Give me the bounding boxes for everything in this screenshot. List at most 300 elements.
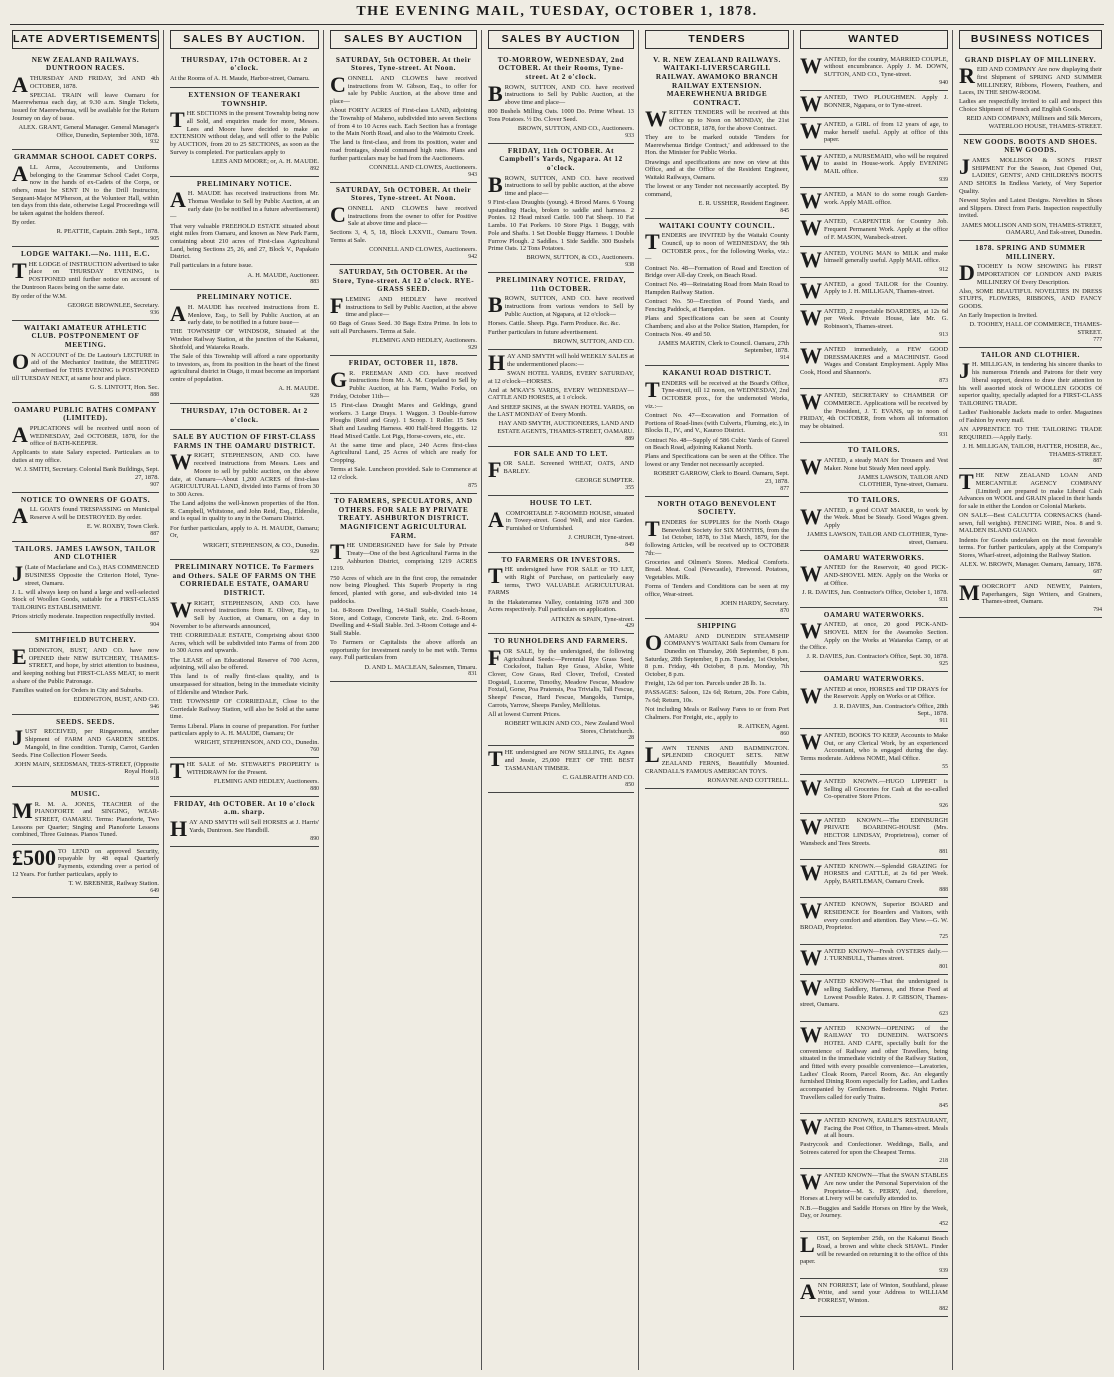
ad-paragraph: Contract No. 50—Erection of Pound Yards, and Fencing Paddock, at Hampden. <box>645 298 789 313</box>
advertisement <box>800 729 948 775</box>
ad-number: 940 <box>939 80 948 87</box>
ad-paragraph: BROWN, SUTTON, AND CO. have received instructions to sell by public auction, at the above time and place— <box>488 171 634 197</box>
advertisement <box>959 241 1102 348</box>
advertisement <box>800 493 948 551</box>
drop-cap: J <box>12 725 23 751</box>
drop-cap: A <box>12 421 28 447</box>
ad-paragraph: Ladies' Fashionable Jackets made to order. Magazines of Fashion by every mail. <box>959 409 1102 424</box>
advertisement <box>800 1114 948 1169</box>
advertisement <box>959 580 1102 619</box>
ad-paragraph: JAMES MOLLISON & SON'S FIRST SHIPMENT For the Season, Just Opened Out, LADIES', GENTS', AND CHILDREN'S BOOTS AND SHOES In Endless Variety, of Very Superior Quality. <box>959 154 1102 195</box>
ad-number: 892 <box>310 165 319 172</box>
advertisement <box>800 551 948 608</box>
drop-cap: R <box>959 63 975 89</box>
ad-number: 939 <box>939 1267 948 1274</box>
ad-paragraph: 800 Bushels Milling Oats. 1000 Do. Prime Wheat. 13 Tons Potatoes. ½ Do. Clover Seed. <box>488 108 634 123</box>
ad-paragraph: THE UNDERSIGNED have for Sale by Private Treaty—One of the best Agricultural Farms in the Ashburton District, comprising 1219 ACRES 1219. <box>330 539 477 573</box>
ad-signature: BROWN, SUTTON, & CO., Auctioneers. <box>526 254 634 262</box>
ad-paragraph: THE TOWNSHIP OF WINDSOR, Situated at the Windsor Railway Station, at the junction of the Kakanui, Shotfold, and Waiareka Roads. <box>170 328 319 351</box>
ad-number: 849 <box>625 541 634 548</box>
ad-title: SATURDAY, 5th OCTOBER. At the Store, Tyne-street. At 12 o'clock. RYE-GRASS SEED. <box>332 267 475 294</box>
advertisement <box>800 1232 948 1278</box>
ad-title: GRAND DISPLAY OF MILLINERY. <box>964 55 1097 64</box>
ad-number: 831 <box>468 671 477 678</box>
ad-paragraph: Pastrycook and Confectioner. Weddings, Balls, and Soirees catered for upon the Cheapest Terms. <box>800 1141 948 1157</box>
advertisement <box>170 88 319 177</box>
column-heading: SALES BY AUCTION <box>330 30 477 49</box>
drop-cap: £500 <box>12 844 56 870</box>
ad-paragraph: Newest Styles and Latest Designs. Novelties in Shoes and Slippers. Direct from Paris. Inspection respectfully invited. <box>959 196 1102 220</box>
ad-paragraph: THE CORRIEDALE ESTATE, Comprising about 6300 Acres, which will be subdivided into Farms of from 200 to 300 Acres and upwards. <box>170 632 319 655</box>
ad-paragraph: A H. MAUDE has received instructions from E. Menlove, Esq., to Sell by Public Auction, at an early date, to be notified in a future issue— <box>170 300 319 327</box>
ad-paragraph: 15 First-class Draught Mares and Geldings, grand workers. 3 Large Drays. 1 Waggon. 3 Double-furrow Ploughs (Reid and Gray). 1 Scoop. 1 Roller. 15 Sets Shaft and Leading Harness. 400 Half-bred Hoggetts. 12 Head Mixed Cattle. Lot Pigs, Horse-covers, etc., etc. <box>330 401 477 440</box>
advertisement <box>12 150 159 247</box>
ad-signature: JOHN MAIN, SEEDSMAN, TEES-STREET, (Opposite Royal Hotel). <box>14 760 159 776</box>
ad-paragraph: Ladies are respectfully invited to call and inspect this Choice Shipment of French and English Goods. <box>959 98 1102 114</box>
advertisement <box>330 53 477 183</box>
ad-paragraph: HAY AND SMYTH will Sell HORSES at J. Harris' Yards, Duntroon. See Handbill. <box>170 815 319 841</box>
drop-cap: W <box>800 389 822 415</box>
ad-paragraph: WANTED KNOWN—That the SWAN STABLES Are now under the Personal Supervision of the Proprietor—M. S. PERRY, And, therefore, Horses at Livery will be carefully attended to. <box>800 1169 948 1203</box>
ad-title: WAITAKI COUNTY COUNCIL. <box>658 221 776 230</box>
drop-cap: A <box>170 187 186 213</box>
ad-title: GRAMMAR SCHOOL CADET CORPS. <box>13 153 158 162</box>
ad-number: 905 <box>150 236 159 243</box>
drop-cap: W <box>800 343 822 369</box>
advertisement <box>488 634 634 746</box>
advertisement <box>488 553 634 634</box>
advertisement <box>488 144 634 273</box>
advertisement <box>645 619 789 742</box>
ad-paragraph: In the Hakateramea Valley, containing 1678 and 300 Acres respectively. Full particulars on application. <box>488 598 634 614</box>
ad-title: SHIPPING <box>697 621 737 630</box>
drop-cap: M <box>959 579 980 605</box>
ad-paragraph: Contract No. 49—Reinstating Road from Main Road to Hampden Railway Station. <box>645 281 789 297</box>
ad-signature: J. R. DAVIES, Jun. Contractor's Office, Sept. 30, 1878. <box>806 653 948 661</box>
ad-number: 218 <box>939 1158 948 1165</box>
ad-paragraph: WANTED, CARPENTER for Country Job. Frequent Permanent Work. Apply at the office of F. MASON, Wansbeck-street. <box>800 215 948 241</box>
drop-cap: W <box>800 859 822 885</box>
drop-cap: W <box>800 277 822 303</box>
column-4 <box>484 30 639 1370</box>
ad-paragraph: THE SECTIONS in the present Township being now all Sold, and enquiries made for more, Messrs. Lees and Moore have decided to make an EXTENSION without delay, and will offer to the Public by AUCTION, from 20 to 25 SECTIONS, as soon as the Survey is completed. For particulars apply to <box>170 107 319 156</box>
drop-cap: O <box>645 629 663 655</box>
ad-title: FRIDAY, 11th OCTOBER. At Campbell's Yards, Ngapara. At 12 o'clock. <box>499 146 623 172</box>
drop-cap: W <box>800 149 822 175</box>
advertisement <box>330 494 477 682</box>
ad-number: 925 <box>939 661 948 668</box>
drop-cap: G <box>330 366 348 392</box>
ad-signature: E. W. ROXBY, Town Clerk. <box>86 523 159 531</box>
ad-paragraph: ANN FORREST, late of Winton, Southland, please Write, and send your Address to WILLIAM FORREST, Winton. <box>800 1278 948 1304</box>
advertisement <box>170 430 319 560</box>
advertisement <box>800 53 948 92</box>
advertisement <box>800 118 948 150</box>
drop-cap: T <box>12 257 27 283</box>
advertisement <box>800 443 948 493</box>
ad-number: 942 <box>468 253 477 260</box>
drop-cap: J <box>12 561 23 587</box>
ad-title: TO FARMERS, SPECULATORS, AND OTHERS. FOR SALE BY PRIVATE TREATY. ASHBURTON DISTRICT. MAGNIFICENT AGRICULTURAL FARM. <box>334 497 473 540</box>
drop-cap: A <box>800 1278 816 1304</box>
drop-cap: A <box>12 71 28 97</box>
ad-paragraph: TENDERS will be received at the Board's Office, Tyne-street, till 12 noon, on WEDNESDAY, 2nd OCTOBER prox., for the undernoted Works, viz.:— <box>645 376 789 410</box>
ad-paragraph: SWAN HOTEL YARDS, EVERY SATURDAY, at 12 o'clock—HORSES. <box>488 369 634 385</box>
ad-number: 911 <box>939 717 948 724</box>
drop-cap: W <box>800 118 822 144</box>
ad-paragraph: WANTED, a NURSEMAID, who will be required to assist in House-work. Apply EVENING MAIL office. <box>800 149 948 176</box>
ad-title: 1878. SPRING AND SUMMER MILLINERY. <box>975 243 1086 261</box>
ad-number: 887 <box>150 530 159 537</box>
ad-paragraph: Groceries and Oilmen's Stores. Medical Comforts. Bread. Meat. Coal (Newcastle), Firewood. Potatoes, Vegetables. Milk. <box>645 558 789 582</box>
masthead: THE EVENING MAIL, TUESDAY, OCTOBER 1, 1878. <box>356 4 758 19</box>
ad-paragraph: OAMARU AND DUNEDIN STEAMSHIP COMPANY'S WAITAKI Sails from Oamaru for Dunedin on Thursday, 26th September, 8 p.m. Saturday, 28th September, 8 p.m. Tuesday, 1st October, 8 p.m. Friday, 4th October, 8 p.m. Monday, 7th October, 8 p.m. <box>645 629 789 678</box>
ad-number: 845 <box>939 1102 948 1109</box>
ad-signature: G. S. LINTOTT, Hon. Sec. <box>89 384 159 391</box>
drop-cap: W <box>800 1021 822 1047</box>
ad-paragraph: WANTED KNOWN, Superior BOARD and RESIDENCE for Boarders and Visitors, with every comfort and attention. Bay View.—G. W. BROAD, Proprietor. <box>800 898 948 932</box>
ad-title: TAILORS. JAMES LAWSON, TAILOR AND CLOTHIER <box>14 544 157 562</box>
drop-cap: B <box>488 292 503 318</box>
ad-signature: REID AND COMPANY, Milliners and Silk Mercers, WATERLOO HOUSE, THAMES-STREET. <box>966 115 1102 131</box>
ad-signature: JAMES LAWSON, TAILOR AND CLOTHIER, Tyne-street, Oamaru. <box>858 473 948 489</box>
column-heading: LATE ADVERTISEMENTS <box>12 30 159 49</box>
ad-title: NEW ZEALAND RAILWAYS. DUNTROON RACES. <box>31 55 140 73</box>
ad-paragraph: ACOMFORTABLE 7-ROOMED HOUSE, situated in Towey-street. Good Well, and nice Garden. Furnished or Unfurnished. <box>488 506 634 532</box>
drop-cap: A <box>488 506 504 532</box>
ad-paragraph: THE SALE of Mr. STEWART'S PROPERTY is WITHDRAWN for the Present. <box>170 758 319 784</box>
ad-paragraph: And SHEEP SKINS, at the SWAN HOTEL YARDS, on the LAST MONDAY of Every Month. <box>488 403 634 419</box>
advertisement <box>800 945 948 976</box>
advertisement <box>800 860 948 899</box>
ad-title: OAMARU PUBLIC BATHS COMPANY (LIMITED). <box>14 405 157 423</box>
ad-paragraph: Terms at Sale. Luncheon provided. Sale to Commence at 12 o'clock. <box>330 466 477 482</box>
ad-paragraph: 60 Bags of Grass Seed. 30 Bags Extra Prime. In lots to suit all Purchasers. Terms at Sale. <box>330 320 477 336</box>
ad-paragraph: WANTED KNOWN—OPENING of the RAILWAY TO DUNEDIN. WATSON'S HOTEL AND CAFE, specially built for the convenience of Railway and other Travellers, being situated in the immediate vicinity of the Railway Station, and fitted with every possible convenience—Lavatories, Ladies' Cloak Room, Parcel Room, &c. An elegantly furnished Dining Room especially for Ladies, and Ladies accompanied by Gentlemen. Bedrooms. Night Porter. Travellers called for early Trains. <box>800 1021 948 1101</box>
drop-cap: W <box>800 944 822 970</box>
ad-number: 355 <box>625 484 634 491</box>
ad-paragraph: J (Late of Macfarlane and Co.), HAS COMMENCED BUSINESS Opposite the Criterion Hotel, Tyne-street, Oamaru. <box>12 561 159 587</box>
ad-title: FRIDAY, 4th OCTOBER. At 10 o'clock a.m. sharp. <box>173 799 316 817</box>
advertisement <box>645 53 789 219</box>
ad-paragraph: Terms Liberal. Plans in course of preparation. For further particulars apply to A. H. MAUDE, Oamaru; Or <box>170 722 319 738</box>
drop-cap: W <box>645 106 667 132</box>
drop-cap: T <box>645 376 660 402</box>
ad-paragraph: WANTED, 2 respectable BOARDERS, at 12s 6d per Week. Private House, late Mr. G. Robinson's, Thames-street. <box>800 304 948 330</box>
ad-paragraph: ON SALE—Best CALCUTTA CORNSACKS (hand-sewn, full weights). FENCING WIRE, Nos. 8 and 9. MALDEN ISLAND GUANO. <box>959 512 1102 535</box>
ad-paragraph: At the same time and place, 240 Acres first-class Agricultural Land, 25 Acres of which are ready for Cropping. <box>330 441 477 465</box>
drop-cap: H <box>488 349 506 375</box>
ad-title: SMITHFIELD BUTCHERY. <box>34 636 137 645</box>
ad-paragraph: FOR SALE. Screened WHEAT, OATS, AND BARLEY. <box>488 457 634 483</box>
ad-title: PRELIMINARY NOTICE. <box>196 179 293 188</box>
advertisement <box>488 350 634 447</box>
drop-cap: W <box>800 215 822 241</box>
ad-paragraph: WANTED KNOWN.—The EDINBURGH PRIVATE BOARDING-HOUSE (Mrs. HECTOR LINDSAY, Proprietress), corner of Wansbeck and Tees Streets. <box>800 813 948 847</box>
ad-signature: T. W. BREBNER, Railway Station. <box>68 879 159 887</box>
ad-title: PRELIMINARY NOTICE. FRIDAY, 11th OCTOBER. <box>495 276 627 293</box>
ad-signature: JOHN HARDY, Secretary. <box>720 600 789 608</box>
advertisement <box>800 1169 948 1232</box>
ad-paragraph: Freight, 12s 6d per ton. Parcels under 28 lb. 1s. <box>645 680 766 688</box>
advertisement <box>959 348 1102 469</box>
ad-title: MUSIC. <box>70 790 101 799</box>
ad-signature: BROWN, SUTTON, AND CO., Auctioneers. <box>517 124 634 132</box>
drop-cap: C <box>330 201 346 227</box>
drop-cap: T <box>959 469 974 495</box>
drop-cap: T <box>330 539 345 565</box>
ad-title: FOR SALE AND TO LET. <box>513 449 609 458</box>
ad-paragraph: Full particulars in a future issue. <box>170 262 253 270</box>
ad-number: 850 <box>625 781 634 788</box>
column-3 <box>326 30 482 1370</box>
ad-paragraph: WANTED, YOUNG MAN to MILK and make himself generally useful. Apply MAIL office. <box>800 246 948 272</box>
ad-paragraph: Forms of Tenders and Conditions can be seen at my office, Wear-street. <box>645 583 789 599</box>
ad-paragraph: By order of the W.M. <box>12 293 67 300</box>
ad-number: 801 <box>939 964 948 971</box>
column-2 <box>166 30 324 1370</box>
ad-paragraph: FOR SALE, by the undersigned, the following Agricultural Seeds:—Perennial Rye Grass Seed, Cocksfoot, Italian Rye Grass, Alsike, White Clover, Cow Grass, Red Clover, Trefoil, Crested Dogstail, Lucerne, Timothy, Meadow Fescue, Meadow Foxtail, Gorse, Poa Pratensis, Poa Trivialis, Tall Fescue, Sheeps' Fescue, Hard Fescue, Mangolds, Turnips, Carrots, Yarrow, Sheeps Parsley, Mellilotus. <box>488 644 634 709</box>
ad-number: 881 <box>939 848 948 855</box>
ad-title: V. R. NEW ZEALAND RAILWAYS. WAITAKI-LIVERSCARGILL RAILWAY. AWAMOKO BRANCH RAILWAY EXTENSION. MAEREWHENUA BRIDGE CONTRACT. <box>653 55 781 107</box>
ad-signature: CONNELL AND CLOWES, Auctioneers. <box>369 163 477 171</box>
ad-paragraph: LAWN TENNIS AND BADMINGTON. SPLENDID CROQUET SETS. NEW ZEALAND FERNS, Beautifully Mounted. CRANDALL'S FAMOUS AMERICAN TOYS. <box>645 741 789 775</box>
ad-paragraph: And at M'KAY'S YARDS, EVERY WEDNESDAY—CATTLE AND HORSES, at 1 o'clock. <box>488 386 634 402</box>
ad-paragraph: ALL GOATS found TRESPASSING on Municipal Reserve A will be DESTROYED. By order. <box>12 503 159 529</box>
ad-paragraph: TENDERS are INVITED by the Waitaki County Council, up to noon of WEDNESDAY, the 9th OCTOBER prox., for the following Works, viz.:— <box>645 229 789 263</box>
ad-number: 860 <box>780 730 789 737</box>
ad-number: 883 <box>310 279 319 286</box>
ad-paragraph: Also, SOME BEAUTIFUL NOVELTIES IN DRESS STUFFS, FLOWERS, RIBBONS, AND FANCY GOODS. <box>959 287 1102 311</box>
advertisement <box>800 247 948 278</box>
advertisement <box>959 469 1102 580</box>
advertisement <box>12 715 159 787</box>
ad-title: OAMARU WATERWORKS. <box>823 553 925 562</box>
ad-paragraph: The Land adjoins the well-known properties of the Hon. R. Campbell, Whitstone, and John Reid, Esq., Elderslie, and is equal in quality to any in the Oamaru District. <box>170 500 319 523</box>
drop-cap: M <box>12 797 33 823</box>
advertisement <box>170 797 319 847</box>
drop-cap: T <box>645 515 660 541</box>
ad-number: 914 <box>780 355 789 362</box>
ad-title: TO FARMERS OR INVESTORS. <box>501 555 621 564</box>
ad-paragraph: WANTED, at once, 20 good PICK-AND-SHOVEL MEN for the Awamoko Section. Apply on the Works at Waiareka Camp, or at the Office. <box>800 618 948 652</box>
ad-paragraph: SPECIAL TRAIN will leave Oamaru for Maerewhenua each day, at 9.30 a.m. Single Tickets, issued for Maerewhenua, will be available for the Return Journey on day of issue. <box>12 91 159 122</box>
ad-title: PRELIMINARY NOTICE. <box>196 293 293 302</box>
ad-paragraph: At the Rooms of A. H. Maude, Harbor-street, Oamaru. <box>170 74 310 82</box>
advertisement <box>800 975 948 1021</box>
ad-number: 429 <box>625 623 634 630</box>
ad-signature: C. GALBRAITH AND CO. <box>562 773 634 781</box>
advertisement <box>12 403 159 493</box>
ad-paragraph: WANTED, a MAN to do some rough Garden-work. Apply MAIL office. <box>800 188 948 214</box>
ad-paragraph: CONNELL AND CLOWES have received instructions from W. Gibson, Esq., to offer for sale by Public Auction, at the above time and place— <box>330 71 477 105</box>
ad-signature: R. PEATTIE, Captain. 28th Sept., 1878. <box>56 228 159 236</box>
drop-cap: W <box>800 561 822 587</box>
ad-number: 907 <box>150 481 159 488</box>
ad-title: NEW GOODS. BOOTS AND SHOES. NEW GOODS. <box>963 137 1098 155</box>
advertisement <box>330 356 477 494</box>
ad-paragraph: 9 First-class Draughts (young). 4 Brood Mares. 6 Young upstanding Hacks, broken to saddle and harness. 2 Ponies. 12 Head mixed Cattle. 100 Fat Sheep. 10 Fat Lambs. 10 Fat Porkers. 10 Store Pigs. 1 Buggy, with Pole and Shafts. 1 Set Double Buggy Harness. 1 Double Furrow Plough. 2 Saddles. 1 Side Saddle. 300 Bushels Prime Oats. 12 Tons Potatoes. <box>488 199 634 253</box>
advertisement <box>12 542 159 634</box>
ad-paragraph: THE undersigned have FOR SALE or TO LET, with Right of Purchase, on particularly easy terms, TWO VALUABLE AGRICULTURAL FARMS <box>488 563 634 597</box>
advertisement <box>170 560 319 758</box>
ad-paragraph: LOST, on September 25th, on the Kakanui Beach Road, a brown and white check SHAWL. Finder will be rewarded on returning it to the office of this paper. <box>800 1232 948 1266</box>
ad-title: SATURDAY, 5th OCTOBER. At their Stores, Tyne-street. At Noon. <box>335 55 472 73</box>
advertisement <box>12 53 159 151</box>
ad-signature: J. CHURCH, Tyne-street. <box>568 534 634 542</box>
ad-signature: A. H. MAUDE. <box>278 385 319 393</box>
advertisement <box>488 273 634 350</box>
column-1 <box>8 30 164 1370</box>
ad-paragraph: 1st. 8-Room Dwelling, 14-Stall Stable, Coach-house, Store, and Cottage, Concrete Tank, etc. 2nd. 6-Room Dwelling and 4-Stall Stable. 3rd. 3-Room Cottage and 4-Stall Stable. <box>330 606 477 637</box>
drop-cap: E <box>12 644 27 670</box>
ad-signature: WRIGHT, STEPHENSON, AND CO., Dunedin. <box>194 739 319 747</box>
advertisement <box>170 290 319 404</box>
drop-cap: T <box>170 107 185 133</box>
advertisement <box>800 389 948 443</box>
ad-paragraph: J. L. will always keep on hand a large and well-selected Stock of Woollen Goods, suitable for a FIRST-CLASS TAILORING ESTABLISHMENT. <box>12 588 159 612</box>
ad-paragraph: That very valuable FREEHOLD ESTATE situated about eight miles from Oamaru, and known as New Park Farm, containing about 210 acres of First-class Agricultural Land, being Sections 25, 26, and 27, Block V., Papakaio District. <box>170 222 319 261</box>
ad-paragraph: Contract No. 47—Excavation and Formation of Portions of Road-lines (with Culverts, Fluming, etc.), in Blocks II., IV., and V., Kauroo District. <box>645 411 789 435</box>
advertisement <box>800 91 948 118</box>
ad-title: SEEDS. SEEDS. <box>56 717 115 726</box>
drop-cap: L <box>800 1232 815 1258</box>
ad-number: 926 <box>939 802 948 809</box>
drop-cap: W <box>800 813 822 839</box>
ad-number: 880 <box>310 785 319 792</box>
ad-signature: JAMES MOLLISON AND SON, THAMES-STREET, OAMARU, And Esk-street, Dunedin. <box>961 221 1102 237</box>
drop-cap: L <box>645 741 660 767</box>
ad-paragraph: To Farmers or Capitalists the above affords an opportunity for investment rarely to be met with. Terms easy. Full particulars from <box>330 639 477 662</box>
ad-paragraph: WANTED, for the country, MARRIED COUPLE, without encumbrance. Apply J. M. DOWN, SUTTON, AND CO., Tyne-street. <box>800 52 948 78</box>
ad-paragraph: THE LODGE of INSTRUCTION advertised to take place on THURSDAY EVENING, is POSTPONED until further notice on account of the Duntroon Races being on the same date. <box>12 257 159 291</box>
ad-title: SALE BY AUCTION OF FIRST-CLASS FARMS IN THE OAMARU DISTRICT. <box>172 433 316 450</box>
advertisement <box>645 366 789 497</box>
ad-number: 943 <box>468 171 477 178</box>
drop-cap: C <box>330 71 346 97</box>
drop-cap: A <box>12 160 28 186</box>
ad-paragraph: HAY AND SMYTH will hold WEEKLY SALES at the undermentioned places:— <box>488 349 634 375</box>
column-6 <box>796 30 953 1370</box>
ad-signature: D. AND L. MACLEAN, Salesmen, Timaru. <box>364 663 477 671</box>
ad-number: 939 <box>939 177 948 184</box>
advertisement <box>959 53 1102 135</box>
ad-number: 888 <box>939 887 948 894</box>
advertisement <box>645 219 789 366</box>
drop-cap: W <box>800 52 822 78</box>
ad-signature: AITKEN & SPAIN, Tyne-street. <box>550 615 634 623</box>
advertisement <box>170 53 319 88</box>
ad-signature: A. H. MAUDE, Auctioneer. <box>247 271 319 279</box>
ad-title: TO-MORROW, WEDNESDAY, 2nd OCTOBER. At their Rooms, Tyne-street. At 2 o'clock. <box>497 55 625 81</box>
advertisement <box>800 1022 948 1114</box>
advertisement <box>959 135 1102 241</box>
ad-title: NOTICE TO OWNERS OF GOATS. <box>20 495 151 504</box>
drop-cap: W <box>800 775 822 801</box>
ad-paragraph: WANTED immediately, a FEW GOOD DRESSMAKERS and a MACHINIST. Good Wages and Constant Employment. Apply Miss Cook, Hood and Shannon's. <box>800 343 948 377</box>
advertisement <box>12 321 159 403</box>
drop-cap: W <box>800 728 822 754</box>
ad-signature: ALEX. W. BROWN, Manager. Oamaru, January, 1878. <box>959 561 1102 569</box>
ad-title: SATURDAY, 5th OCTOBER. At their Stores, Tyne-street. At Noon. <box>335 185 472 203</box>
ad-paragraph: Contract No. 48—Supply of 586 Cubic Yards of Gravel on Beach Road, adjoining Kakanui North. <box>645 436 789 452</box>
ad-number: 687 <box>1093 568 1102 575</box>
drop-cap: W <box>800 453 822 479</box>
advertisement <box>12 633 159 714</box>
ad-signature: EDDINGTON, BUST, AND CO. <box>73 696 159 704</box>
ad-paragraph: Prices strictly moderate. Inspection respectfully invited. <box>12 613 155 621</box>
ad-paragraph: CONNELL AND CLOWES have received instructions from the owner to offer for Positive Sale at above time and place— <box>330 201 477 228</box>
ad-paragraph: Sections 3, 4, 5, 18, Block LXXVII., Oamaru Town. Terms at Sale. <box>330 229 477 245</box>
drop-cap: F <box>488 457 502 483</box>
ad-signature: GEORGE BROWNLEE, Secretary. <box>67 302 159 310</box>
ad-paragraph: BROWN, SUTTON, AND CO. have received instructions to Sell by Public Auction, at the above time and place— <box>488 80 634 106</box>
advertisement <box>800 1279 948 1318</box>
column-heading: SALES BY AUCTION. <box>170 30 319 49</box>
advertisement <box>800 215 948 247</box>
ad-title: LODGE WAITAKI.—No. 1111, E.C. <box>21 250 150 259</box>
advertisement <box>488 746 634 792</box>
ad-title: NORTH OTAGO BENEVOLENT SOCIETY. <box>657 499 777 517</box>
advertisement <box>488 496 634 553</box>
ad-signature: CONNELL AND CLOWES, Auctioneers. <box>369 246 477 254</box>
drop-cap: H <box>170 815 188 841</box>
drop-cap: J <box>959 154 970 180</box>
ad-paragraph: Indents for Goods undertaken on the most favorable terms. For further particulars, apply at the Company's Stores, Wharf-street, adjoining the Railway Station. <box>959 536 1102 560</box>
ad-paragraph: They are to be marked outside 'Tenders for Maerewhenua Bridge Contract,' and addressed to the Hon. the Minister for Public Works. <box>645 134 789 157</box>
drop-cap: J <box>959 358 970 384</box>
ad-number: 933 <box>625 132 634 139</box>
ad-paragraph: WANTED KNOWN—Fresh OYSTERS daily.—J. TURNBULL, Thames street. <box>800 944 948 970</box>
column-heading: TENDERS <box>645 30 789 49</box>
drop-cap: W <box>170 596 192 622</box>
ad-number: 882 <box>939 1306 948 1313</box>
ad-paragraph: The Sale of this Township will afford a rare opportunity to investors, as, from its position in the heart of the finest agricultural district in Otago, it must become an important centre of population. <box>170 353 319 384</box>
column-heading: BUSINESS NOTICES <box>959 30 1102 49</box>
ad-number: 870 <box>780 607 789 614</box>
advertisement <box>800 188 948 215</box>
drop-cap: W <box>800 898 822 924</box>
ad-title: TO TAILORS. <box>847 496 901 505</box>
drop-cap: W <box>800 1169 822 1195</box>
ad-signature: ROBERT GARROW, Clerk to Board. Oamaru, Sept. 23, 1878. <box>653 470 789 485</box>
ad-paragraph: Plans and Specifications can be seen at the Office. The lowest or any Tender not necessarily accepted. <box>645 453 789 469</box>
ad-paragraph: APPLICATIONS will be received until noon of WEDNESDAY, 2nd OCTOBER, 1878, for the office of BATH-KEEPER. <box>12 421 159 448</box>
drop-cap: W <box>800 304 822 330</box>
drop-cap: D <box>959 260 975 286</box>
drop-cap: W <box>800 188 822 214</box>
drop-cap: T <box>170 758 185 784</box>
ad-paragraph: WRITTEN TENDERS will be received at this office up to Noon on MONDAY, the 21st OCTOBER, 1878, for the above Contract. <box>645 106 789 132</box>
advertisement <box>488 447 634 496</box>
ad-title: KAKANUI ROAD DISTRICT. <box>662 369 772 378</box>
ad-number: 28 <box>628 735 634 742</box>
advertisement <box>170 404 319 430</box>
ad-paragraph: O N ACCOUNT of Dr. De Lautour's LECTURE in aid of the Mechanics' Institute, the MEETING advertised for THIS EVENING is POSTPONED till TUESDAY NEXT, at same hour and place. <box>12 348 159 382</box>
ad-paragraph: DTOOHEY Is NOW SHOWING his FIRST IMPORTATION OF LONDON AND PARIS MILLINERY Of Every Description. <box>959 260 1102 286</box>
ad-signature: FLEMING AND HEDLEY, Auctioneers. <box>371 337 477 345</box>
ad-paragraph: Not including Meals or Railway Fares to or from Port Chalmers. For Freight, etc., apply to <box>645 706 789 721</box>
ad-number: 931 <box>939 596 948 603</box>
ad-paragraph: THE TOWNSHIP OF CORRIEDALE, Close to the Corriedale Railway Station, will also be Sold at the same time. <box>170 698 319 721</box>
drop-cap: W <box>800 618 822 644</box>
drop-cap: W <box>800 975 822 1001</box>
advertisement <box>488 53 634 144</box>
ad-number: 623 <box>939 1010 948 1017</box>
ad-number: 928 <box>310 392 319 399</box>
ad-paragraph: G R. FREEMAN AND CO. have received instructions from Mr. A. M. Copeland to Sell by Public Auction, at his Farm, Waiho Forks, on Friday, October 11th— <box>330 366 477 400</box>
ad-paragraph: About FORTY ACRES of First-class LAND, adjoining the Township of Maheno, subdivided into seven Sections of from 4 to 10 Acres each. Each Section has a frontage to the Main North Road, and also to the Waimotu Creek. <box>330 107 477 138</box>
